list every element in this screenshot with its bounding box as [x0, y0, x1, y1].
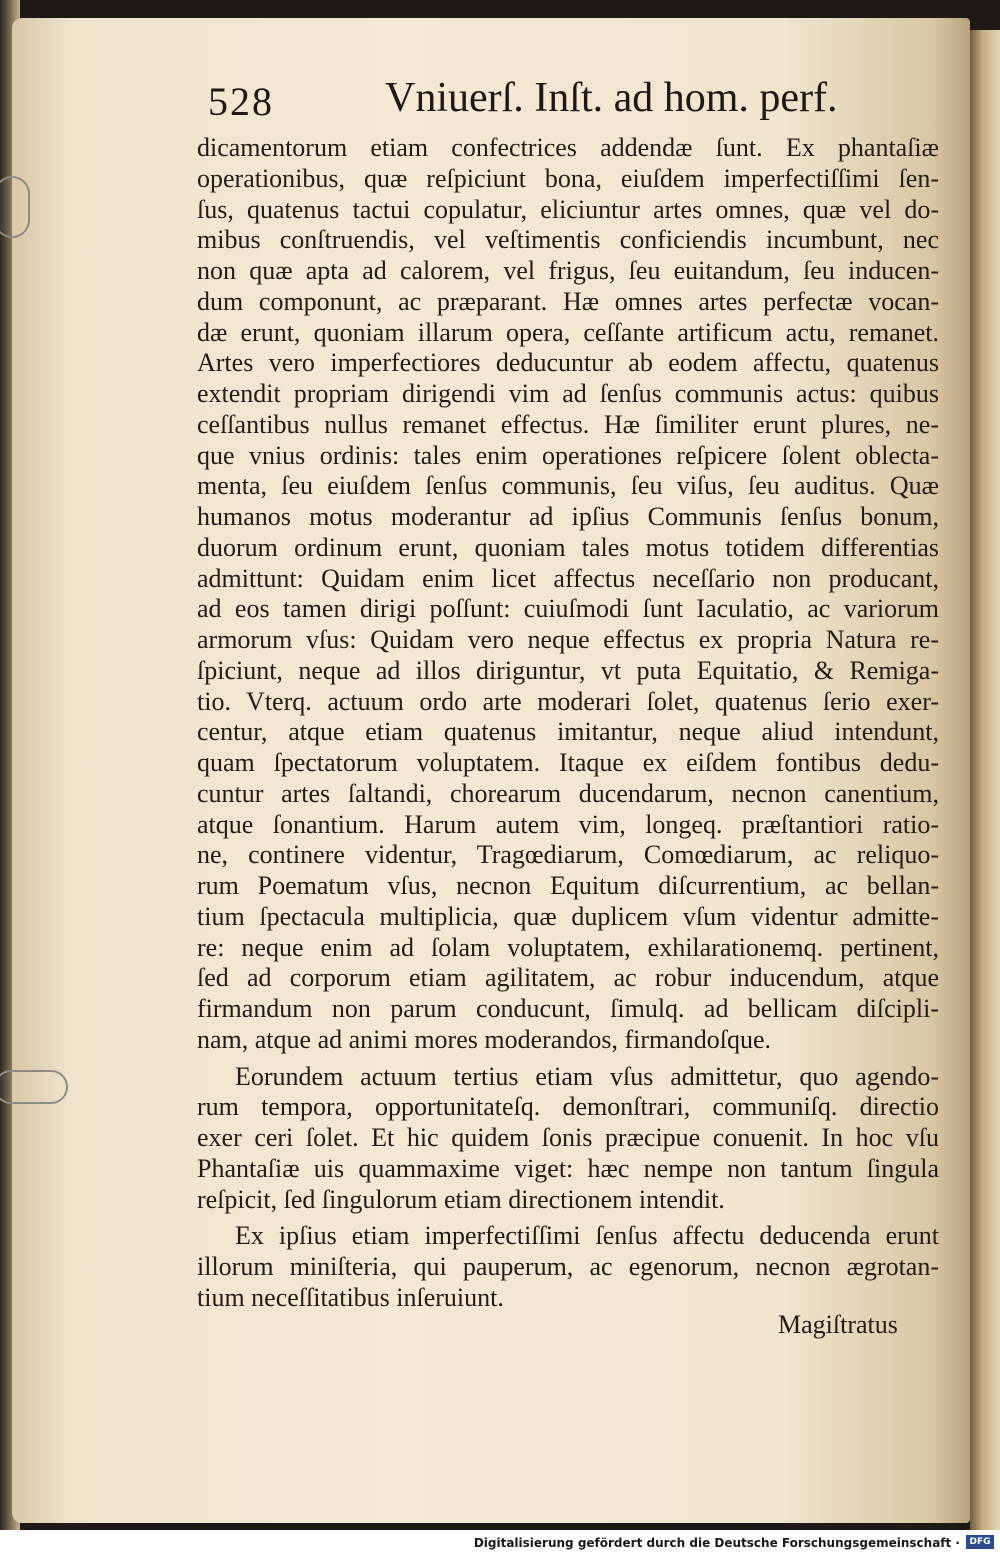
text-line: ſed ad corporum etiam agilitatem, ac robur inducendum, atque [197, 963, 939, 993]
text-line: non quæ apta ad calorem, vel frigus, ſeu euitandum, ſeu inducen- [197, 256, 939, 285]
text-line: tium ſpectacula multiplicia, quæ duplicem vſum videntur admitte- [197, 901, 939, 931]
text-line: quam ſpectatorum voluptatem. Itaque ex eiſdem fontibus dedu- [197, 748, 939, 777]
text-line: ſus, quatenus tactui copulatur, eliciuntur artes omnes, quæ vel do- [197, 194, 939, 224]
text-line: tio. Vterq. actuum ordo arte moderari ſolet, quatenus ſerio exer- [197, 686, 939, 716]
facing-page-edge [970, 30, 1000, 1530]
text-line: mibus conſtruendis, vel veſtimentis conficiendis incumbunt, nec [197, 225, 939, 255]
text-line: re: neque enim ad ſolam voluptatem, exhilarationemq. pertinent, [197, 932, 939, 962]
text-line: armorum vſus: Quidam vero neque effectus ex propria Natura re- [197, 625, 939, 654]
text-line: Phantaſiæ uis quammaxime viget: hæc nempe non tantum ſingula [197, 1153, 939, 1183]
running-head: Vniuerſ. Inſt. ad hom. perf. [385, 75, 838, 121]
page-clip [0, 176, 30, 238]
text-line: ſpiciunt, neque ad illos diriguntur, vt puta Equitatio, & Remiga- [197, 655, 939, 685]
text-line: centur, atque etiam quatenus imitantur, neque aliud intendunt, [197, 717, 939, 747]
text-line: Ex ipſius etiam imperfectiſſimi ſenſus affectu deducenda erunt [235, 1221, 939, 1251]
text-line: rum tempora, opportunitateſq. demonſtrari, communiſq. directio [197, 1092, 939, 1122]
text-line: dicamentorum etiam confectrices addendæ ſunt. Ex phantaſiæ [197, 133, 939, 162]
text-line: atque ſonantium. Harum autem vim, longeq. præſtantiori ratio- [197, 809, 939, 839]
footer-bar [0, 1530, 1000, 1555]
text-line: extendit propriam dirigendi vim ad ſenſus communis actus: quibus [197, 379, 939, 408]
page-header [200, 70, 900, 130]
funding-credit: Digitalisierung gefördert durch die Deutsche Forschungsgemeinschaft · [473, 1536, 960, 1550]
text-line: exer ceri ſolet. Et hic quidem ſonis præcipue conuenit. In hoc vſu [197, 1123, 939, 1152]
text-line: admittunt: Quidam enim licet affectus neceſſario non producant, [197, 563, 939, 593]
text-line: humanos motus moderantur ad ipſius Communis ſenſus bonum, [197, 502, 939, 531]
text-line: cuntur artes ſaltandi, chorearum ducendarum, necnon canentium, [197, 778, 939, 808]
text-line: ceſſantibus nullus remanet effectus. Hæ ſimiliter erunt plures, ne- [197, 409, 939, 439]
text-line: que vnius ordinis: tales enim operationes reſpicere ſolent oblecta- [197, 440, 939, 470]
text-line: rum Poematum vſus, necnon Equitum diſcurrentium, ac bellan- [197, 871, 939, 900]
text-line: nam, atque ad animi mores moderandos, firmandoſque. [197, 1024, 772, 1054]
text-line: reſpicit, ſed ſingulorum etiam directionem intendit. [197, 1184, 725, 1214]
text-line: dæ erunt, quoniam illarum opera, ceſſante artificum actu, remanet. [197, 317, 939, 347]
text-line: dum componunt, ac præparant. Hæ omnes artes perfectæ vocan- [197, 286, 939, 316]
text-line: menta, ſeu eiuſdem ſenſus communis, ſeu viſus, ſeu auditus. Quæ [197, 471, 939, 501]
text-line: ad eos tamen dirigi poſſunt: cuiuſmodi ſunt Iaculatio, ac variorum [197, 594, 939, 624]
text-line: operationibus, quæ reſpiciunt bona, eiuſdem imperfectiſſimi ſen- [197, 163, 939, 193]
text-line: Eorundem actuum tertius etiam vſus admittetur, quo agendo- [235, 1061, 939, 1091]
text-line: firmandum non parum conducunt, ſimulq. ad bellicam diſcipli- [197, 994, 939, 1023]
text-line: illorum miniſteria, qui pauperum, ac egenorum, necnon ægrotan- [197, 1252, 939, 1281]
text-line: tium neceſſitatibus inſeruiunt. [197, 1282, 504, 1312]
page-clip [0, 1070, 68, 1104]
text-line: duorum ordinum erunt, quoniam tales motus totidem differentias [197, 532, 939, 562]
body-text [197, 133, 939, 1314]
dfg-logo-icon: DFG [966, 1535, 994, 1549]
page-number: 528 [208, 79, 274, 124]
catchword: Magiſtratus [778, 1310, 898, 1339]
text-line: ne, continere videntur, Tragœdiarum, Comœdiarum, ac reliquo- [197, 840, 939, 870]
text-line: Artes vero imperfectiores deducuntur ab eodem affectu, quatenus [197, 348, 939, 378]
